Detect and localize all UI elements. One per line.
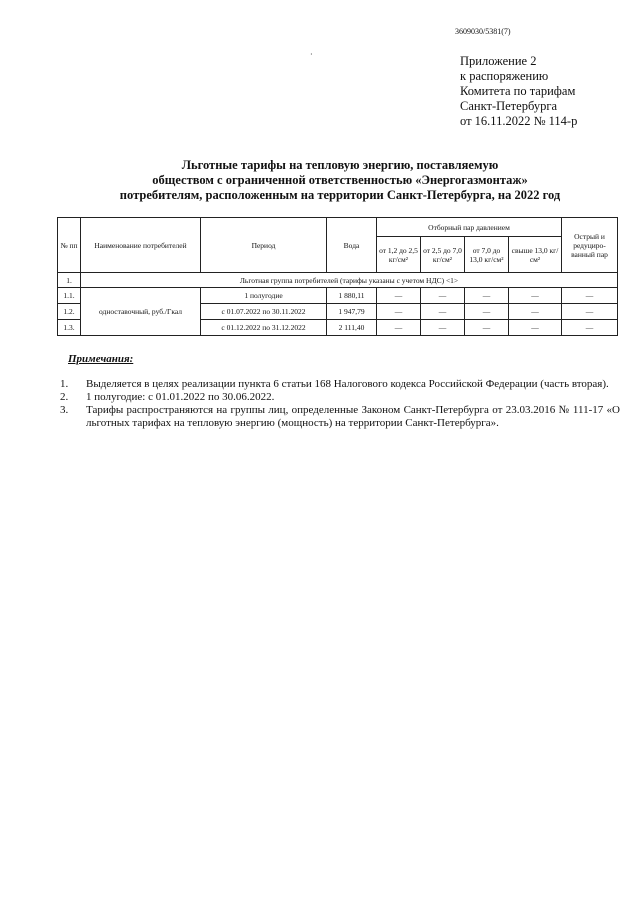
appendix-line: от 16.11.2022 № 114-р bbox=[460, 114, 578, 128]
header-steam-col: от 2,5 до 7,0 кг/см² bbox=[421, 237, 465, 273]
appendix-line: Санкт-Петербурга bbox=[460, 99, 558, 113]
row-cell: — bbox=[562, 304, 618, 320]
row-cell: — bbox=[509, 304, 562, 320]
notes-list bbox=[60, 378, 620, 430]
header-steam-col: от 7,0 до 13,0 кг/см² bbox=[465, 237, 509, 273]
row-num: 1.1. bbox=[58, 288, 81, 304]
title-line: обществом с ограниченной ответственностью «Энергогазмонтаж» bbox=[152, 173, 528, 187]
note-text: Тарифы распространяются на группы лиц, определенные Законом Санкт-Петербурга от 23.03.2016 № 111-17 «О льготных тарифах на тепловую энергию (мощность) на территории Санкт-Петербурга». bbox=[86, 404, 620, 429]
row-period: 1 полугодие bbox=[201, 288, 327, 304]
note-num: 2. bbox=[60, 391, 69, 403]
row-cell: — bbox=[465, 320, 509, 336]
tariffs-table bbox=[57, 217, 618, 336]
row-cell: — bbox=[465, 288, 509, 304]
group-text: Льготная группа потребителей (тарифы указаны с учетом НДС) <1> bbox=[81, 273, 618, 288]
appendix-block bbox=[460, 54, 577, 129]
header-consumer-name: Наименование потребителей bbox=[81, 218, 201, 273]
row-cell: — bbox=[377, 304, 421, 320]
header-water: Вода bbox=[327, 218, 377, 273]
group-row bbox=[58, 273, 618, 288]
row-cell: — bbox=[465, 304, 509, 320]
row-period: с 01.07.2022 по 30.11.2022 bbox=[201, 304, 327, 320]
row-cell: — bbox=[509, 288, 562, 304]
document-title bbox=[60, 158, 620, 203]
note-text: Выделяется в целях реализации пункта 6 статьи 168 Налогового кодекса Российской Федерации (часть вторая). bbox=[86, 378, 609, 390]
appendix-line: к распоряжению bbox=[460, 69, 549, 83]
row-water: 2 111,40 bbox=[327, 320, 377, 336]
title-line: потребителям, расположенным на территории Санкт-Петербурга, на 2022 год bbox=[119, 188, 561, 202]
note-num: 1. bbox=[60, 378, 69, 390]
row-cell: — bbox=[562, 320, 618, 336]
row-cell: — bbox=[377, 288, 421, 304]
appendix-line: Комитета по тарифам bbox=[460, 84, 576, 98]
consumer-name: одноставочный, руб./Гкал bbox=[81, 288, 201, 336]
row-water: 1 947,79 bbox=[327, 304, 377, 320]
header-row bbox=[58, 218, 618, 237]
row-cell: — bbox=[421, 304, 465, 320]
row-period: с 01.12.2022 по 31.12.2022 bbox=[201, 320, 327, 336]
note-text: 1 полугодие: с 01.01.2022 по 30.06.2022. bbox=[86, 391, 275, 403]
header-sharp-steam: Острый и редуциро-ванный пар bbox=[562, 218, 618, 273]
header-steam-group: Отборный пар давлением bbox=[377, 218, 562, 237]
row-num: 1.2. bbox=[58, 304, 81, 320]
row-cell: — bbox=[421, 320, 465, 336]
row-cell: — bbox=[562, 288, 618, 304]
appendix-line: Приложение 2 bbox=[460, 54, 537, 68]
group-num: 1. bbox=[58, 273, 81, 288]
row-cell: — bbox=[509, 320, 562, 336]
title-line: Льготные тарифы на тепловую энергию, поставляемую bbox=[181, 158, 499, 172]
note-item bbox=[60, 378, 620, 391]
header-period: Период bbox=[201, 218, 327, 273]
row-cell: — bbox=[377, 320, 421, 336]
header-steam-col: от 1,2 до 2,5 кг/см² bbox=[377, 237, 421, 273]
document-id: 3609030/5381(7) bbox=[455, 27, 511, 36]
note-item bbox=[60, 404, 620, 430]
stray-dot: · bbox=[310, 50, 313, 59]
table-row bbox=[58, 288, 618, 304]
note-item bbox=[60, 391, 620, 404]
row-num: 1.3. bbox=[58, 320, 81, 336]
row-water: 1 880,11 bbox=[327, 288, 377, 304]
notes-title: Примечания: bbox=[68, 353, 134, 365]
header-steam-col: свыше 13,0 кг/см² bbox=[509, 237, 562, 273]
header-num: № пп bbox=[58, 218, 81, 273]
note-num: 3. bbox=[60, 404, 69, 416]
row-cell: — bbox=[421, 288, 465, 304]
